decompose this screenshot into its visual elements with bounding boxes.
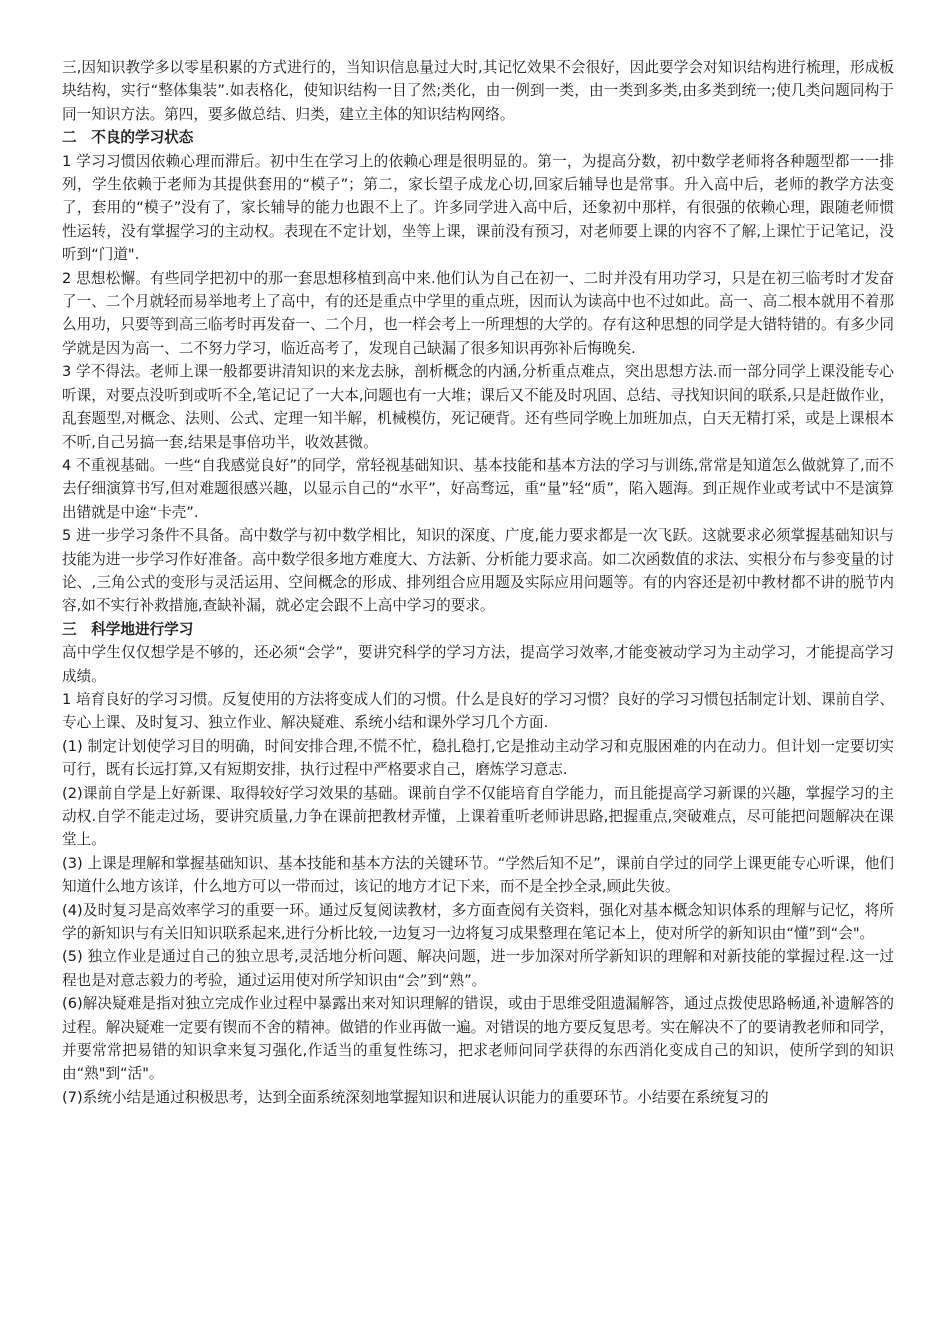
body-paragraph: 1 培育良好的学习习惯。反复使用的方法将变成人们的习惯。什么是良好的学习习惯？良好的学习习惯包括制定计划、课前自学、专心上课、及时复习、独立作业、解决疑难、系统小结和课外学习几个方面. (62, 690, 894, 732)
body-paragraph: 三,因知识教学多以零星积累的方式进行的，当知识信息量过大时,其记忆效果不会很好，因此要学会对知识结构进行梳理，形成板块结构，实行“整体集装”.如表格化，使知识结构一目了然;类化，由一例到一类，由一类到多类,由多类到统一;使几类问题同构于同一知识方法。第四，要多做总结、归类，建立主体的知识结构网络。 (62, 59, 894, 123)
section-heading: 二 不良的学习状态 (62, 129, 194, 147)
body-paragraph: (5) 独立作业是通过自己的独立思考,灵活地分析问题、解决问题，进一步加深对所学新知识的理解和对新技能的掌握过程.这一过程也是对意志毅力的考验，通过运用使对所学知识由“会”到“熟”。 (62, 948, 894, 989)
body-paragraph: 高中学生仅仅想学是不够的，还必须“会学”，要讲究科学的学习方法，提高学习效率,才能变被动学习为主动学习，才能提高学习成绩。 (62, 644, 894, 685)
body-paragraph: 4 不重视基础。一些“自我感觉良好”的同学，常轻视基础知识、基本技能和基本方法的学习与训练,常常是知道怎么做就算了,而不去仔细演算书写,但对难题很感兴趣，以显示自己的“水平”，好高骛远，重“量”轻“质”，陷入题海。到正规作业或考试中不是演算出错就是中途“卡壳”. (62, 456, 894, 521)
body-paragraph: 5 进一步学习条件不具备。高中数学与初中数学相比，知识的深度、广度,能力要求都是一次飞跃。这就要求必须掌握基础知识与技能为进一步学习作好准备。高中数学很多地方难度大、方法新、分析能力要求高。如二次函数值的求法、实根分布与参变量的讨论、,三角公式的变形与灵活运用、空间概念的形成、排列组合应用题及实际应用问题等。有的内容还是初中教材都不讲的脱节内容,如不实行补救措施,查缺补漏，就必定会跟不上高中学习的要求。 (62, 527, 894, 615)
body-paragraph: (2)课前自学是上好新课、取得较好学习效果的基础。课前自学不仅能培育自学能力，而且能提高学习新课的兴趣，掌握学习的主动权.自学不能走过场，要讲究质量,力争在课前把教材弄懂，上课着重听老师讲思路,把握重点,突破难点，尽可能把问题解决在课堂上。 (62, 784, 894, 849)
body-paragraph: 3 学不得法。老师上课一般都要讲清知识的来龙去脉，剖析概念的内涵,分析重点难点，突出思想方法.而一部分同学上课没能专心听课，对要点没听到或听不全,笔记记了一大本,问题也有一大堆；课后又不能及时巩固、总结、寻找知识间的联系,只是赶做作业，乱套题型,对概念、法则、公式、定理一知半解，机械模仿，死记硬背。还有些同学晚上加班加点，白天无精打采，或是上课根本不听,自己另搞一套,结果是事倍功半，收效甚微。 (62, 363, 894, 451)
body-paragraph: (3) 上课是理解和掌握基础知识、基本技能和基本方法的关键环节。“学然后知不足”，课前自学过的同学上课更能专心听课，他们知道什么地方该详，什么地方可以一带而过，该记的地方才记下来，而不是全抄全录,顾此失彼。 (62, 854, 894, 896)
document-page (62, 56, 894, 1109)
body-paragraph: (4)及时复习是高效率学习的重要一环。通过反复阅读教材，多方面查阅有关资料，强化对基本概念知识体系的理解与记忆，将所学的新知识与有关旧知识联系起来,进行分析比较,一边复习一边将复习成果整理在笔记本上，使对所学的新知识由“懂”到“会"。 (62, 901, 894, 943)
body-paragraph: (7)系统小结是通过积极思考，达到全面系统深刻地掌握知识和进展认识能力的重要环节。小结要在系统复习的 (62, 1088, 769, 1106)
body-paragraph: (6)解决疑难是指对独立完成作业过程中暴露出来对知识理解的错误，或由于思维受阻遗漏解答，通过点拨使思路畅通,补遗解答的过程。解决疑难一定要有锲而不舍的精神。做错的作业再做一遍。对错误的地方要反复思考。实在解决不了的要请教老师和同学，并要常常把易错的知识拿来复习强化,作适当的重复性练习，把求老师问同学获得的东西消化变成自己的知识，使所学到的知识由“熟"到“活"。 (62, 995, 894, 1083)
body-paragraph: (1) 制定计划使学习目的明确，时间安排合理,不慌不忙，稳扎稳打,它是推动主动学习和克服困难的内在动力。但计划一定要切实可行，既有长远打算,又有短期安排，执行过程中严格要求自己，磨炼学习意志. (62, 737, 894, 779)
body-paragraph: 2 思想松懈。有些同学把初中的那一套思想移植到高中来.他们认为自己在初一、二时并没有用功学习，只是在初三临考时才发奋了一、二个月就轻而易举地考上了高中，有的还是重点中学里的重点班，因而认为读高中也不过如此。高一、高二根本就用不着那么用功，只要等到高三临考时再发奋一、二个月，也一样会考上一所理想的大学的。存有这种思想的同学是大错特错的。有多少同学就是因为高一、二不努力学习，临近高考了，发现自己缺漏了很多知识再弥补后悔晚矣. (62, 269, 894, 357)
body-paragraph: 1 学习习惯因依赖心理而滞后。初中生在学习上的依赖心理是很明显的。第一，为提高分数，初中数学老师将各种题型都一一排列，学生依赖于老师为其提供套用的“模子”；第二，家长望子成龙心切,回家后辅导也是常事。升入高中后，老师的教学方法变了，套用的“模子”没有了，家长辅导的能力也跟不上了。许多同学进入高中后，还象初中那样，有很强的依赖心理，跟随老师惯性运转，没有掌握学习的主动权。表现在不定计划，坐等上课，课前没有预习，对老师要上课的内容不了解,上课忙于记笔记，没听到“门道". (62, 152, 894, 264)
section-heading: 三 科学地进行学习 (62, 620, 194, 638)
